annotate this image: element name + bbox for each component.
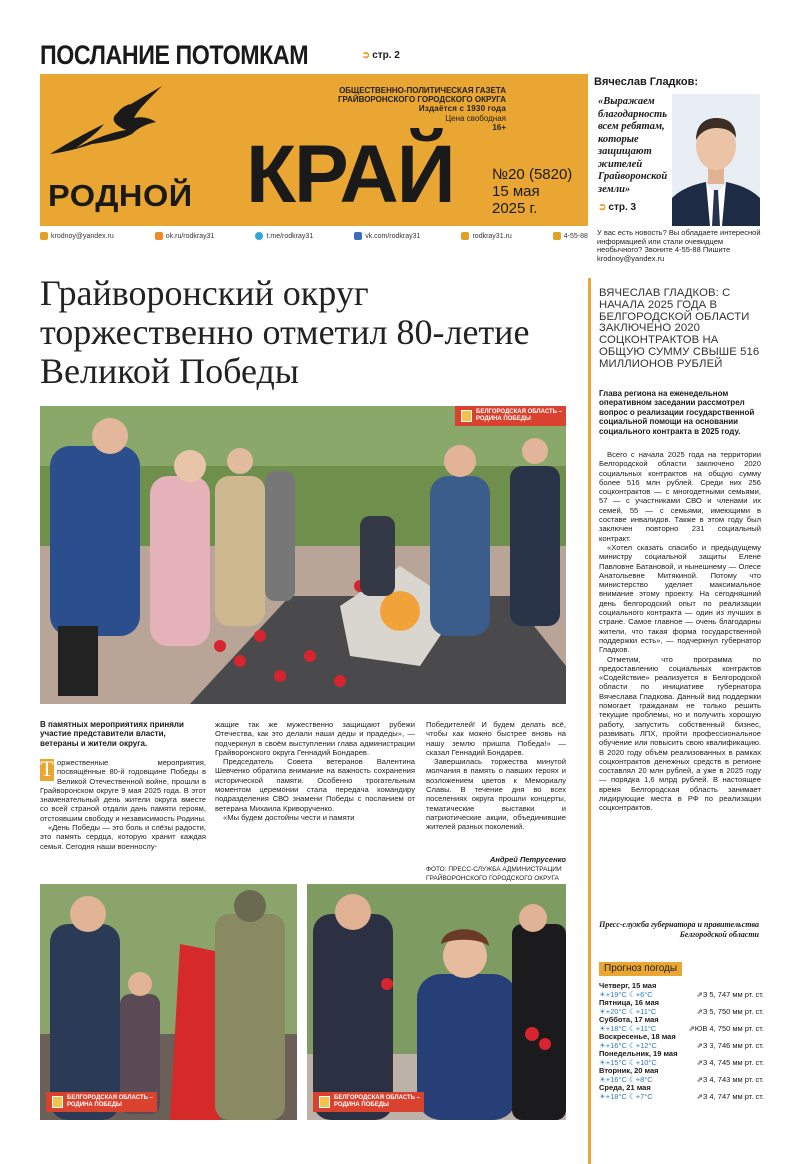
weather-day: Пятница, 16 мая ☀+20°C ☾+11°C ⇗З 5, 750 мм рт. ст. — [599, 998, 764, 1016]
phone-icon — [553, 232, 561, 240]
arrow-icon: ➲ — [598, 202, 607, 213]
moon-icon: ☾ — [628, 989, 636, 999]
star-emblem-icon — [461, 410, 472, 422]
wind-icon: ⇗ — [696, 1057, 703, 1067]
contact-telegram[interactable]: t.me/rodkray31 — [255, 232, 313, 240]
gladkov-teaser[interactable] — [588, 74, 760, 226]
contact-website[interactable]: rodkray31.ru — [461, 232, 511, 240]
article-column-2: жащие так же мужественно защищают рубежи Отечества, как это делали наши деды и прадеды», — подчеркнул в своём выступлении глава администрации Грайворонского округа Геннадий Бондарев. Председатель Совета ветеранов Валентина Шевченко обратила внимание на важность сохранения исторической памяти. Особенно трогательным моментом церемонии стала передача командиру подразделения СВО знамени Победы с посланием от ветерана Михаила Криворученко. «Мы будем достойны чести и памяти — [215, 720, 415, 822]
weather-title: Прогноз погоды — [599, 962, 682, 976]
contact-phone[interactable]: 4-55-88 — [553, 232, 588, 240]
victory-badge: БЕЛГОРОДСКАЯ ОБЛАСТЬ – РОДИНА ПОБЕДЫ — [313, 1092, 424, 1112]
bottom-photo-right-scene — [307, 884, 566, 1120]
moon-icon: ☾ — [628, 1074, 636, 1084]
article-byline — [426, 855, 566, 883]
weather-day: Вторник, 20 мая ☀+16°C ☾+8°C ⇗З 4, 743 мм рт. ст. — [599, 1066, 764, 1084]
moon-icon: ☾ — [628, 1040, 636, 1050]
sun-icon: ☀ — [599, 1023, 606, 1033]
issue-info: №20 (5820) 15 мая 2025 г. — [492, 166, 573, 217]
article-column-3: Победителей! И будем делать всё, чтобы как можно быстрее вновь на нашу землю пришла Победа!» — сказал Геннадий Бондарев. Завершилась торжества минутой молчания в память о павших героях и возложением цветов к Мемориалу Славы. В течение дня во всех поселениях округа прошли концерты, тематические выставки и патриотические акции, объединившие жителей разных поколений. — [426, 720, 566, 832]
bottom-photo-right — [307, 884, 566, 1120]
article-lead: В памятных мероприятиях приняли участие представители власти, ветераны и жители округа. — [40, 720, 184, 748]
wind-icon: ⇗ — [688, 1023, 695, 1033]
top-teaser[interactable] — [40, 38, 400, 72]
bottom-photo-left — [40, 884, 297, 1120]
portrait-photo — [672, 94, 760, 226]
sun-icon: ☀ — [599, 1057, 606, 1067]
sun-icon: ☀ — [599, 1091, 606, 1101]
teaser-name: Вячеслав Гладков: — [594, 76, 699, 88]
moon-icon: ☾ — [628, 1091, 636, 1101]
sidebar-lead: Глава региона на еженедельном оперативном заседании рассмотрел вопрос о реализации государственной социальной помощи на основании социального контракта в 2025 году. — [599, 389, 755, 436]
sidebar-body: Всего с начала 2025 года на территории Белгородской области заключено 2020 социальных контрактов на общую сумму более 516 млн рублей. Среди них 256 соцконтрактов — с многодетными семьями, 57 — с участниками СВО и членами их семей, 55 — с семьями, имеющими в составе инвалидов. Также в этом году был заключен повторно 231 социальный контракт. «Хотел сказать спасибо и предыдущему министру социальной защиты Елене Павловне Батановой, и нынешнему — Олесе Анатольевне Митякиной. Потому что министерство уделяет максимальное внимание этому проекту. На сегодняшний день белгородский опыт по реализации социального контракта — один из лучших в стране. Самое главное — очень благодарны жители, что такая форма государственной поддержки есть», — подчеркнул губернатор Гладков. Отметим, что программа по предоставлению социальных контрактов «Содействие» реализуется в Белгородской области по инициативе губернатора Вячеслава Гладкова. Данный вид поддержки помогает гражданам не только решить текущие проблемы, но и получить хорошую работу, запустить собственный бизнес, развивать ЛПХ, пройти профессиональное обучение или повысить свою квалификацию. В 2020 году объём реализованных в рамках соцконтрактов денежных средств в регионе составлял 20 млн рублей, а уже в 2025 году — порядка 1,6 млрд рублей. В настоящее время Белгородская область занимает лидирующие места в РФ по реализации соцконтрактов. — [599, 450, 761, 813]
contact-ok[interactable]: ok.ru/rodkray31 — [155, 232, 215, 240]
star-emblem-icon — [319, 1096, 330, 1108]
arrow-icon: ➲ — [361, 49, 371, 61]
sidebar-signature: Пресс-служба губернатора и правительства Белгородской области — [599, 920, 759, 939]
moon-icon: ☾ — [628, 1023, 636, 1033]
weather-day: Воскресенье, 18 мая ☀+16°C ☾+12°C ⇗З 3, 746 мм рт. ст. — [599, 1032, 764, 1050]
wind-icon: ⇗ — [696, 989, 703, 999]
news-tip: У вас есть новость? Вы обладаете интересной информацией или стали очевидцем необычного? Звоните 4-55-88 Пишите krodnoy@yandex.ru — [597, 228, 761, 263]
contacts-bar — [40, 229, 588, 243]
weather-day: Понедельник, 19 мая ☀+15°C ☾+10°C ⇗З 4, 745 мм рт. ст. — [599, 1049, 764, 1067]
teaser-quote: «Выражаем благодарность всем ребятам, которые защищают жителей Грайворонской земли» — [598, 96, 668, 195]
star-emblem-icon — [52, 1096, 63, 1108]
sidebar-headline: ВЯЧЕСЛАВ ГЛАДКОВ: С НАЧАЛА 2025 ГОДА В БЕЛГОРОДСКОЙ ОБЛАСТИ ЗАКЛЮЧЕНО 2020 СОЦКОНТРАКТОВ НА ОБЩУЮ СУММУ СВЫШЕ 516 МИЛЛИОНОВ РУБЛЕЙ — [599, 287, 760, 370]
sidebar-divider — [588, 278, 591, 1164]
sun-icon: ☀ — [599, 1006, 606, 1016]
sun-icon: ☀ — [599, 989, 606, 999]
sun-icon: ☀ — [599, 1074, 606, 1084]
wind-icon: ⇗ — [696, 1006, 703, 1016]
bottom-photo-left-scene — [40, 884, 297, 1120]
article-author: Андрей Петрусенко — [489, 855, 566, 864]
masthead — [40, 74, 588, 226]
weather-forecast — [599, 982, 764, 1101]
teaser-title: ПОСЛАНИЕ ПОТОМКАМ — [40, 39, 309, 70]
newspaper-title-big: КРАЙ — [246, 129, 454, 220]
contact-vk[interactable]: vk.com/rodkray31 — [354, 232, 420, 240]
photo-credit: ФОТО: ПРЕСС-СЛУЖБА АДМИНИСТРАЦИИ ГРАЙВОРОНСКОГО ГОРОДСКОГО ОКРУГА — [426, 866, 562, 882]
dropcap: Т — [40, 756, 54, 781]
main-photo-scene — [40, 406, 566, 704]
vk-icon — [354, 232, 362, 240]
main-headline: Грайворонский округ торжественно отметил 80-летие Великой Победы — [40, 273, 530, 391]
moon-icon: ☾ — [628, 1057, 636, 1067]
sun-icon: ☀ — [599, 1040, 606, 1050]
weather-day: Среда, 21 мая ☀+18°C ☾+7°C ⇗З 4, 747 мм рт. ст. — [599, 1083, 764, 1101]
email-icon — [40, 232, 48, 240]
newspaper-title-small: РОДНОЙ — [48, 178, 193, 213]
main-photo — [40, 406, 566, 704]
weather-day: Четверг, 15 мая ☀+19°C ☾+6°C ⇗З 5, 747 мм рт. ст. — [599, 981, 764, 999]
paper-info: ОБЩЕСТВЕННО-ПОЛИТИЧЕСКАЯ ГАЗЕТА ГРАЙВОРОНСКОГО ГОРОДСКОГО ОКРУГА Издаётся с 1930 года Цена свободная 16+ — [337, 86, 506, 132]
teaser-page-ref[interactable]: ➲ стр. 3 — [598, 202, 637, 213]
victory-badge: БЕЛГОРОДСКАЯ ОБЛАСТЬ – РОДИНА ПОБЕДЫ — [455, 406, 566, 426]
bird-logo-icon — [46, 80, 166, 160]
wind-icon: ⇗ — [696, 1074, 703, 1084]
website-icon — [461, 232, 469, 240]
victory-badge: БЕЛГОРОДСКАЯ ОБЛАСТЬ – РОДИНА ПОБЕДЫ — [46, 1092, 157, 1112]
article-column-1: Т оржественные мероприятия, посвящённые 80-й годовщине Победы в Великой Отечественной войне, прошли в Грайворонском округе 9 мая 2025 года. В этот знаменательный день жители округа вместе со всей страной отдали дань памяти героям, отстоявшим свободу и независимость Родины. «День Победы — это боль и слёзы радости, это память сердца, которую хранит каждая семья. Сегодня наши военнослу- — [40, 756, 207, 851]
weather-day: Суббота, 17 мая ☀+18°C ☾+11°C ⇗ЮВ 4, 750 мм рт. ст. — [599, 1015, 764, 1033]
wind-icon: ⇗ — [696, 1091, 703, 1101]
telegram-icon — [255, 232, 263, 240]
odnoklassniki-icon — [155, 232, 163, 240]
moon-icon: ☾ — [628, 1006, 636, 1016]
contact-email[interactable]: krodnoy@yandex.ru — [40, 232, 114, 240]
teaser-page-ref[interactable]: ➲ стр. 2 — [361, 49, 400, 61]
wind-icon: ⇗ — [696, 1040, 703, 1050]
